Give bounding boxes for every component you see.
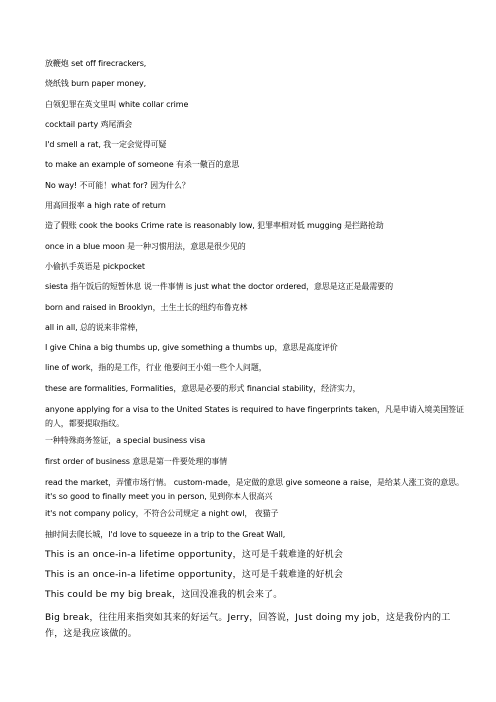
text-line-18: anyone applying for a visa to the United States is required to have fingerprints taken，凡是申请入境美国签证的人，都要提取指纹。 bbox=[45, 405, 464, 429]
text-line-22: it's not company policy，不符合公司规定 a night owl， 夜猫子 bbox=[45, 509, 279, 519]
text-line-23: 抽时间去爬长城，I'd love to squeeze in a trip to the Great Wall, bbox=[45, 529, 286, 539]
text-line-2: 烧纸钱 burn paper money, bbox=[45, 79, 147, 89]
text-line-25: This is an once-in-a lifetime opportunity，这可是千载难逢的好机会 bbox=[45, 570, 344, 581]
text-line-12: siesta 指午饭后的短暂休息 说一件事情 is just what the doctor ordered，意思是这正是最需要的 bbox=[45, 282, 393, 292]
text-line-11: 小偷扒手英语是 pickpocket bbox=[45, 261, 145, 271]
text-line-14: all in all, 总的说来非常棒， bbox=[45, 322, 144, 332]
text-line-7: No way! 不可能！what for? 因为什么？ bbox=[45, 180, 190, 190]
text-line-5: I'd smell a rat, 我一定会觉得可疑 bbox=[45, 140, 167, 150]
text-line-26: This could be my big break，这回没准我的机会来了。 bbox=[45, 590, 283, 601]
text-line-15: I give China a big thumbs up, give something a thumbs up，意思是高度评价 bbox=[45, 343, 338, 353]
text-line-20: first order of business 意思是第一件要处理的事情 bbox=[45, 456, 228, 466]
text-line-13: born and raised in Brooklyn，土生土长的纽约布鲁克林 bbox=[45, 302, 248, 312]
document-body bbox=[45, 58, 465, 646]
text-line-17: these are formalities, Formalities，意思是必要的形式 financial stability，经济实力， bbox=[45, 383, 361, 393]
text-line-27: Big break，往往用来指突如其来的好运气。Jerry，回答说，Just doing my job，这是我份内的工作，这是我应该做的。 bbox=[45, 612, 451, 639]
text-line-10: once in a blue moon 是一种习惯用法，意思是很少见的 bbox=[45, 241, 246, 251]
text-line-6: to make an example of someone 有杀一儆百的意思 bbox=[45, 160, 240, 170]
text-line-24: This is an once-in-a lifetime opportunity，这可是千载难逢的好机会 bbox=[45, 549, 344, 560]
text-line-8: 用高回报率 a high rate of return bbox=[45, 201, 166, 211]
text-line-16: line of work，指的是工作，行业 他要问王小姐一些个人问题， bbox=[45, 363, 267, 373]
text-line-19: 一种特殊商务签证，a special business visa bbox=[45, 436, 206, 446]
text-line-9: 造了假账 cook the books Crime rate is reasonably low, 犯罪率相对低 mugging 是拦路抢劫 bbox=[45, 221, 384, 231]
text-line-4: cocktail party 鸡尾酒会 bbox=[45, 119, 133, 129]
text-line-1: 放鞭炮 set off firecrackers, bbox=[45, 59, 147, 68]
text-line-21: read the market，弄懂市场行情。 custom-made，是定做的意思 give someone a raise，是给某人涨工资的意思。it's so good to finally meet you in person, 见到你本人很高兴 bbox=[45, 477, 464, 501]
text-line-3: 白领犯罪在英文里叫 white collar crime bbox=[45, 99, 189, 109]
